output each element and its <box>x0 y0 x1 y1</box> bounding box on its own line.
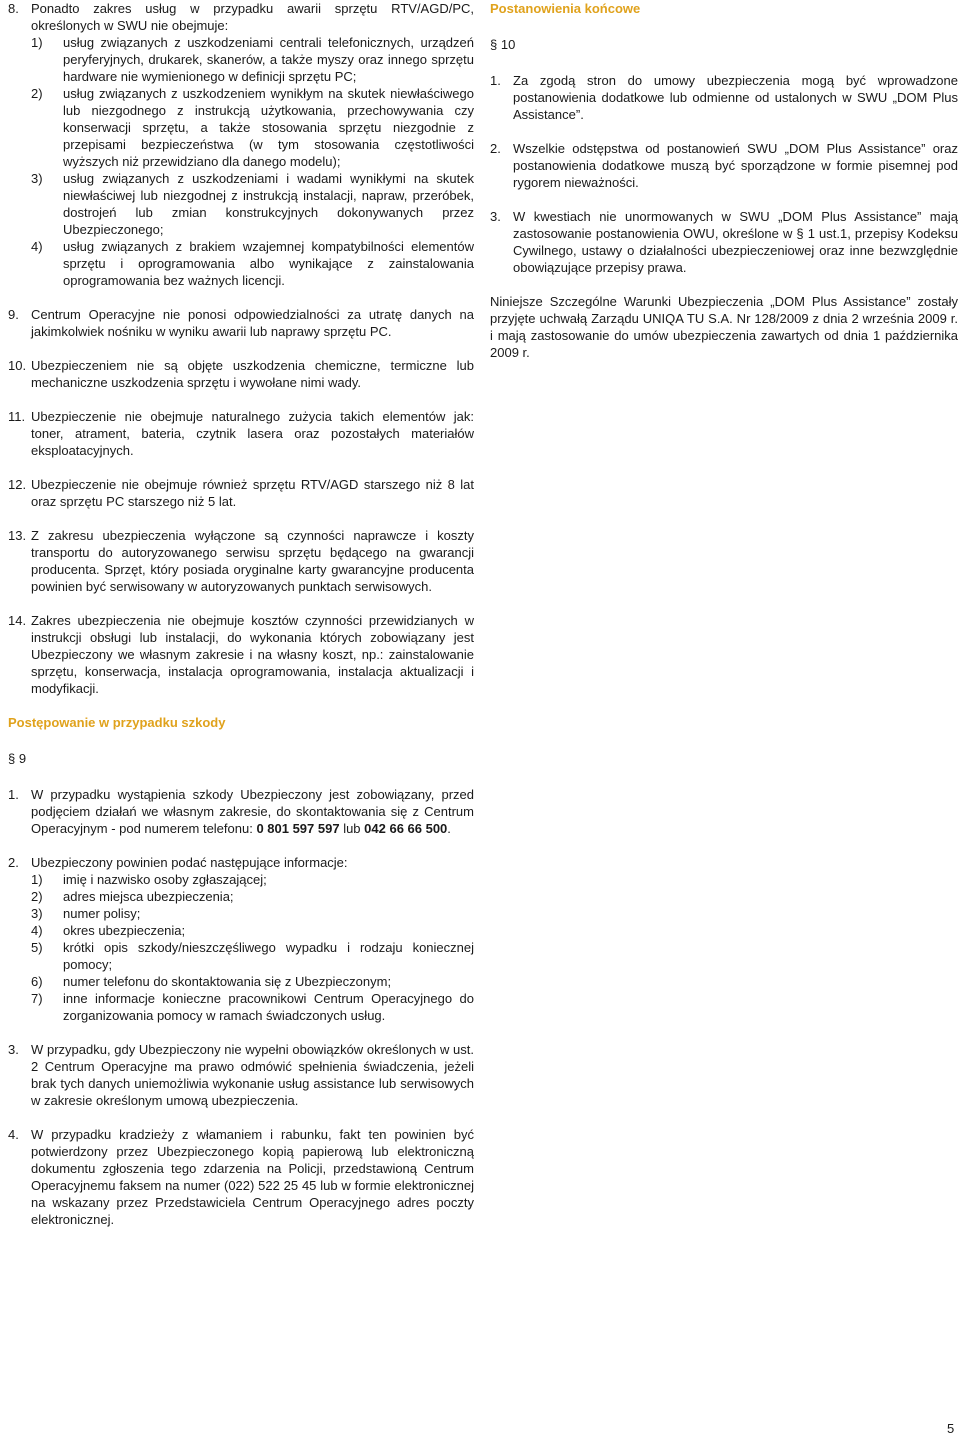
item-text: W przypadku kradzieży z włamaniem i rabunku, fakt ten powinien być potwierdzony przez Ubezpieczonego kopią papierową lub elektroniczną dokumentu zgłoszenia tego zdarzenia na Policji, przedstawioną Centrum Operacyjnemu faksem na numer (022) 522 25 45 lub w formie elektronicznej na wskazany przez Przedstawiciela Centrum Operacyjnego adres poczty elektronicznej. <box>31 1127 474 1227</box>
sub-number: 6) <box>31 974 43 989</box>
item-number: 3. <box>490 209 501 224</box>
page-number: 5 <box>947 1421 955 1436</box>
sub-text: okres ubezpieczenia; <box>63 923 186 938</box>
sub-item <box>31 85 474 170</box>
final-item-3 <box>490 208 958 276</box>
sub-item <box>31 905 474 922</box>
sub-text: krótki opis szkody/nieszczęśliwego wypadku i rodzaju koniecznej pomocy; <box>63 940 474 972</box>
item-number: 10. <box>8 358 27 373</box>
item-text: Wszelkie odstępstwa od postanowień SWU „DOM Plus Assistance” oraz postanowienia dodatkowe muszą być sporządzone w formie pisemnej pod rygorem nieważności. <box>513 141 958 190</box>
sub-number: 1) <box>31 35 43 50</box>
item-number: 1. <box>490 73 501 88</box>
claims-item-3 <box>8 1041 474 1109</box>
connector-text: lub <box>339 821 365 836</box>
sub-number: 2) <box>31 86 43 101</box>
sub-number: 2) <box>31 889 43 904</box>
sub-item <box>31 973 474 990</box>
section-symbol-9: § 9 <box>8 751 27 766</box>
item-number: 11. <box>8 409 26 424</box>
sub-number: 3) <box>31 906 43 921</box>
item-text: Ubezpieczenie nie obejmuje również sprzętu RTV/AGD starszego niż 8 lat oraz sprzętu PC starszego niż 5 lat. <box>31 477 474 509</box>
item-text: Centrum Operacyjne nie ponosi odpowiedzialności za utratę danych na jakimkolwiek nośniku w wyniku awarii lub naprawy sprzętu PC. <box>31 307 474 339</box>
right-column <box>490 0 958 361</box>
item-text: Ubezpieczenie nie obejmuje naturalnego zużycia takich elementów jak: toner, atrament, bateria, czytnik lasera oraz pozostałych materiałów eksploatacyjnych. <box>31 409 474 458</box>
item-12 <box>8 476 474 510</box>
end-punct: . <box>447 821 451 836</box>
sub-text: numer telefonu do skontaktowania się z Ubezpieczonym; <box>63 974 392 989</box>
item-9 <box>8 306 474 340</box>
sub-text: inne informacje konieczne pracownikowi Centrum Operacyjnego do zorganizowania pomocy w ramach świadczonych usług. <box>63 991 474 1023</box>
sub-item <box>31 922 474 939</box>
sub-item <box>31 871 474 888</box>
item-11 <box>8 408 474 459</box>
item-text: Zakres ubezpieczenia nie obejmuje kosztów czynności przewidzianych w instrukcji obsługi lub instalacji, do wykonania których zobowiązany jest Ubezpieczony we własnym zakresie i na własny koszt, np.: zainstalowanie sprzętu, konserwacja, instalacja oprogramowania, instalacja aktualizacji i modyfikacji. <box>31 613 474 696</box>
item-number: 8. <box>8 1 19 16</box>
closing-statement: Niniejsze Szczególne Warunki Ubezpieczenia „DOM Plus Assistance” zostały przyjęte uchwałą Zarządu UNIQA TU S.A. Nr 128/2009 z dnia 2 września 2009 r. i mają zastosowanie do umów ubezpieczenia zawartych od dnia 1 października 2009 r. <box>490 294 958 360</box>
item-number: 9. <box>8 307 19 322</box>
item-number: 12. <box>8 477 27 492</box>
sub-text: imię i nazwisko osoby zgłaszającej; <box>63 872 267 887</box>
item-10 <box>8 357 474 391</box>
sub-text: usług związanych z uszkodzeniem wynikłym na skutek niewłaściwego lub niezgodnego z instrukcją użytkowania, przechowywania czy konserwacji sprzętu, a także stosowania sprzętu niezgodnie z przepisami bezpieczeństwa (w tym stosowania częstotliwości wyższych niż przewidziano dla danego modelu); <box>63 86 474 169</box>
item-text: Z zakresu ubezpieczenia wyłączone są czynności naprawcze i koszty transportu do autoryzowanego serwisu sprzętu będącego na gwarancji producenta. Sprzęt, który posiada oryginalne karty gwarancyjne producenta powinien być serwisowany w autoryzowanych punktach serwisowych. <box>31 528 474 594</box>
claims-text: W przypadku wystąpienia szkody Ubezpieczony jest zobowiązany, przed podjęciem działań we własnym zakresie, do skontaktowania się z Centrum Operacyjnym - pod numerem telefonu: <box>31 787 474 836</box>
item-text: Ubezpieczony powinien podać następujące informacje: <box>31 855 348 870</box>
item-number: 4. <box>8 1127 19 1142</box>
item-number: 14. <box>8 613 27 628</box>
item-text <box>31 786 474 837</box>
phone-number-2: 042 66 66 500 <box>364 821 448 836</box>
item-14 <box>8 612 474 697</box>
final-item-2 <box>490 140 958 191</box>
item-text: Ponadto zakres usług w przypadku awarii sprzętu RTV/AGD/PC, określonych w SWU nie obejmuje: <box>31 1 474 33</box>
final-item-1 <box>490 72 958 123</box>
item-8 <box>8 0 474 289</box>
sub-item <box>31 238 474 289</box>
item-text: Ubezpieczeniem nie są objęte uszkodzenia chemiczne, termiczne lub mechaniczne uszkodzenia sprzętu i wywołane nimi wady. <box>31 358 474 390</box>
item-13 <box>8 527 474 595</box>
sub-item <box>31 990 474 1024</box>
sub-text: usług związanych z brakiem wzajemnej kompatybilności elementów sprzętu i oprogramowania albo wynikające z zainstalowania oprogramowania bez ważnych licencji. <box>63 239 474 288</box>
sub-number: 1) <box>31 872 43 887</box>
sub-item <box>31 170 474 238</box>
sub-text: numer polisy; <box>63 906 141 921</box>
section-heading-final: Postanowienia końcowe <box>490 1 641 16</box>
item-text: Za zgodą stron do umowy ubezpieczenia mogą być wprowadzone postanowienia dodatkowe lub odmienne od ustalonych w SWU „DOM Plus Assistance”. <box>513 73 958 122</box>
claims-item-1 <box>8 786 474 837</box>
item-number: 2. <box>490 141 501 156</box>
item-number: 2. <box>8 855 19 870</box>
sub-item <box>31 939 474 973</box>
sub-item <box>31 34 474 85</box>
claims-item-2 <box>8 854 474 1024</box>
sub-text: usług związanych z uszkodzeniami centrali telefonicznych, urządzeń peryferyjnych, drukarek, skanerów, a także myszy oraz innego sprzętu hardware nie wymienionego w definicji sprzętu PC; <box>63 35 474 84</box>
sub-number: 7) <box>31 991 43 1006</box>
item-text: W przypadku, gdy Ubezpieczony nie wypełni obowiązków określonych w ust. 2 Centrum Operacyjne ma prawo odmówić spełnienia świadczenia, jeżeli brak tych danych uniemożliwia wykonanie usług assistance lub serwisowych w zakresie określonym umową ubezpieczenia. <box>31 1042 474 1108</box>
sub-text: usług związanych z uszkodzeniami i wadami wynikłymi na skutek niewłaściwej lub niezgodnej z instrukcją instalacji, napraw, przeróbek, dostrojeń lub zmian konstrukcyjnych dokonywanych przez Ubezpieczonego; <box>63 171 474 237</box>
item-text: W kwestiach nie unormowanych w SWU „DOM Plus Assistance” mają zastosowanie postanowienia OWU, określone w § 1 ust.1, przepisy Kodeksu Cywilnego, ustawy o działalności ubezpieczeniowej oraz inne bezwzględnie obowiązujące przepisy prawa. <box>513 209 958 275</box>
sub-number: 4) <box>31 923 43 938</box>
item-number: 3. <box>8 1042 19 1057</box>
item-number: 1. <box>8 787 19 802</box>
left-column <box>8 0 474 1245</box>
section-heading-claims: Postępowanie w przypadku szkody <box>8 715 226 730</box>
sub-text: adres miejsca ubezpieczenia; <box>63 889 234 904</box>
claims-item-4 <box>8 1126 474 1228</box>
sub-number: 3) <box>31 171 43 186</box>
item-number: 13. <box>8 528 27 543</box>
phone-number-1: 0 801 597 597 <box>256 821 340 836</box>
sub-item <box>31 888 474 905</box>
section-symbol-10: § 10 <box>490 37 516 52</box>
sub-number: 5) <box>31 940 43 955</box>
sub-number: 4) <box>31 239 43 254</box>
